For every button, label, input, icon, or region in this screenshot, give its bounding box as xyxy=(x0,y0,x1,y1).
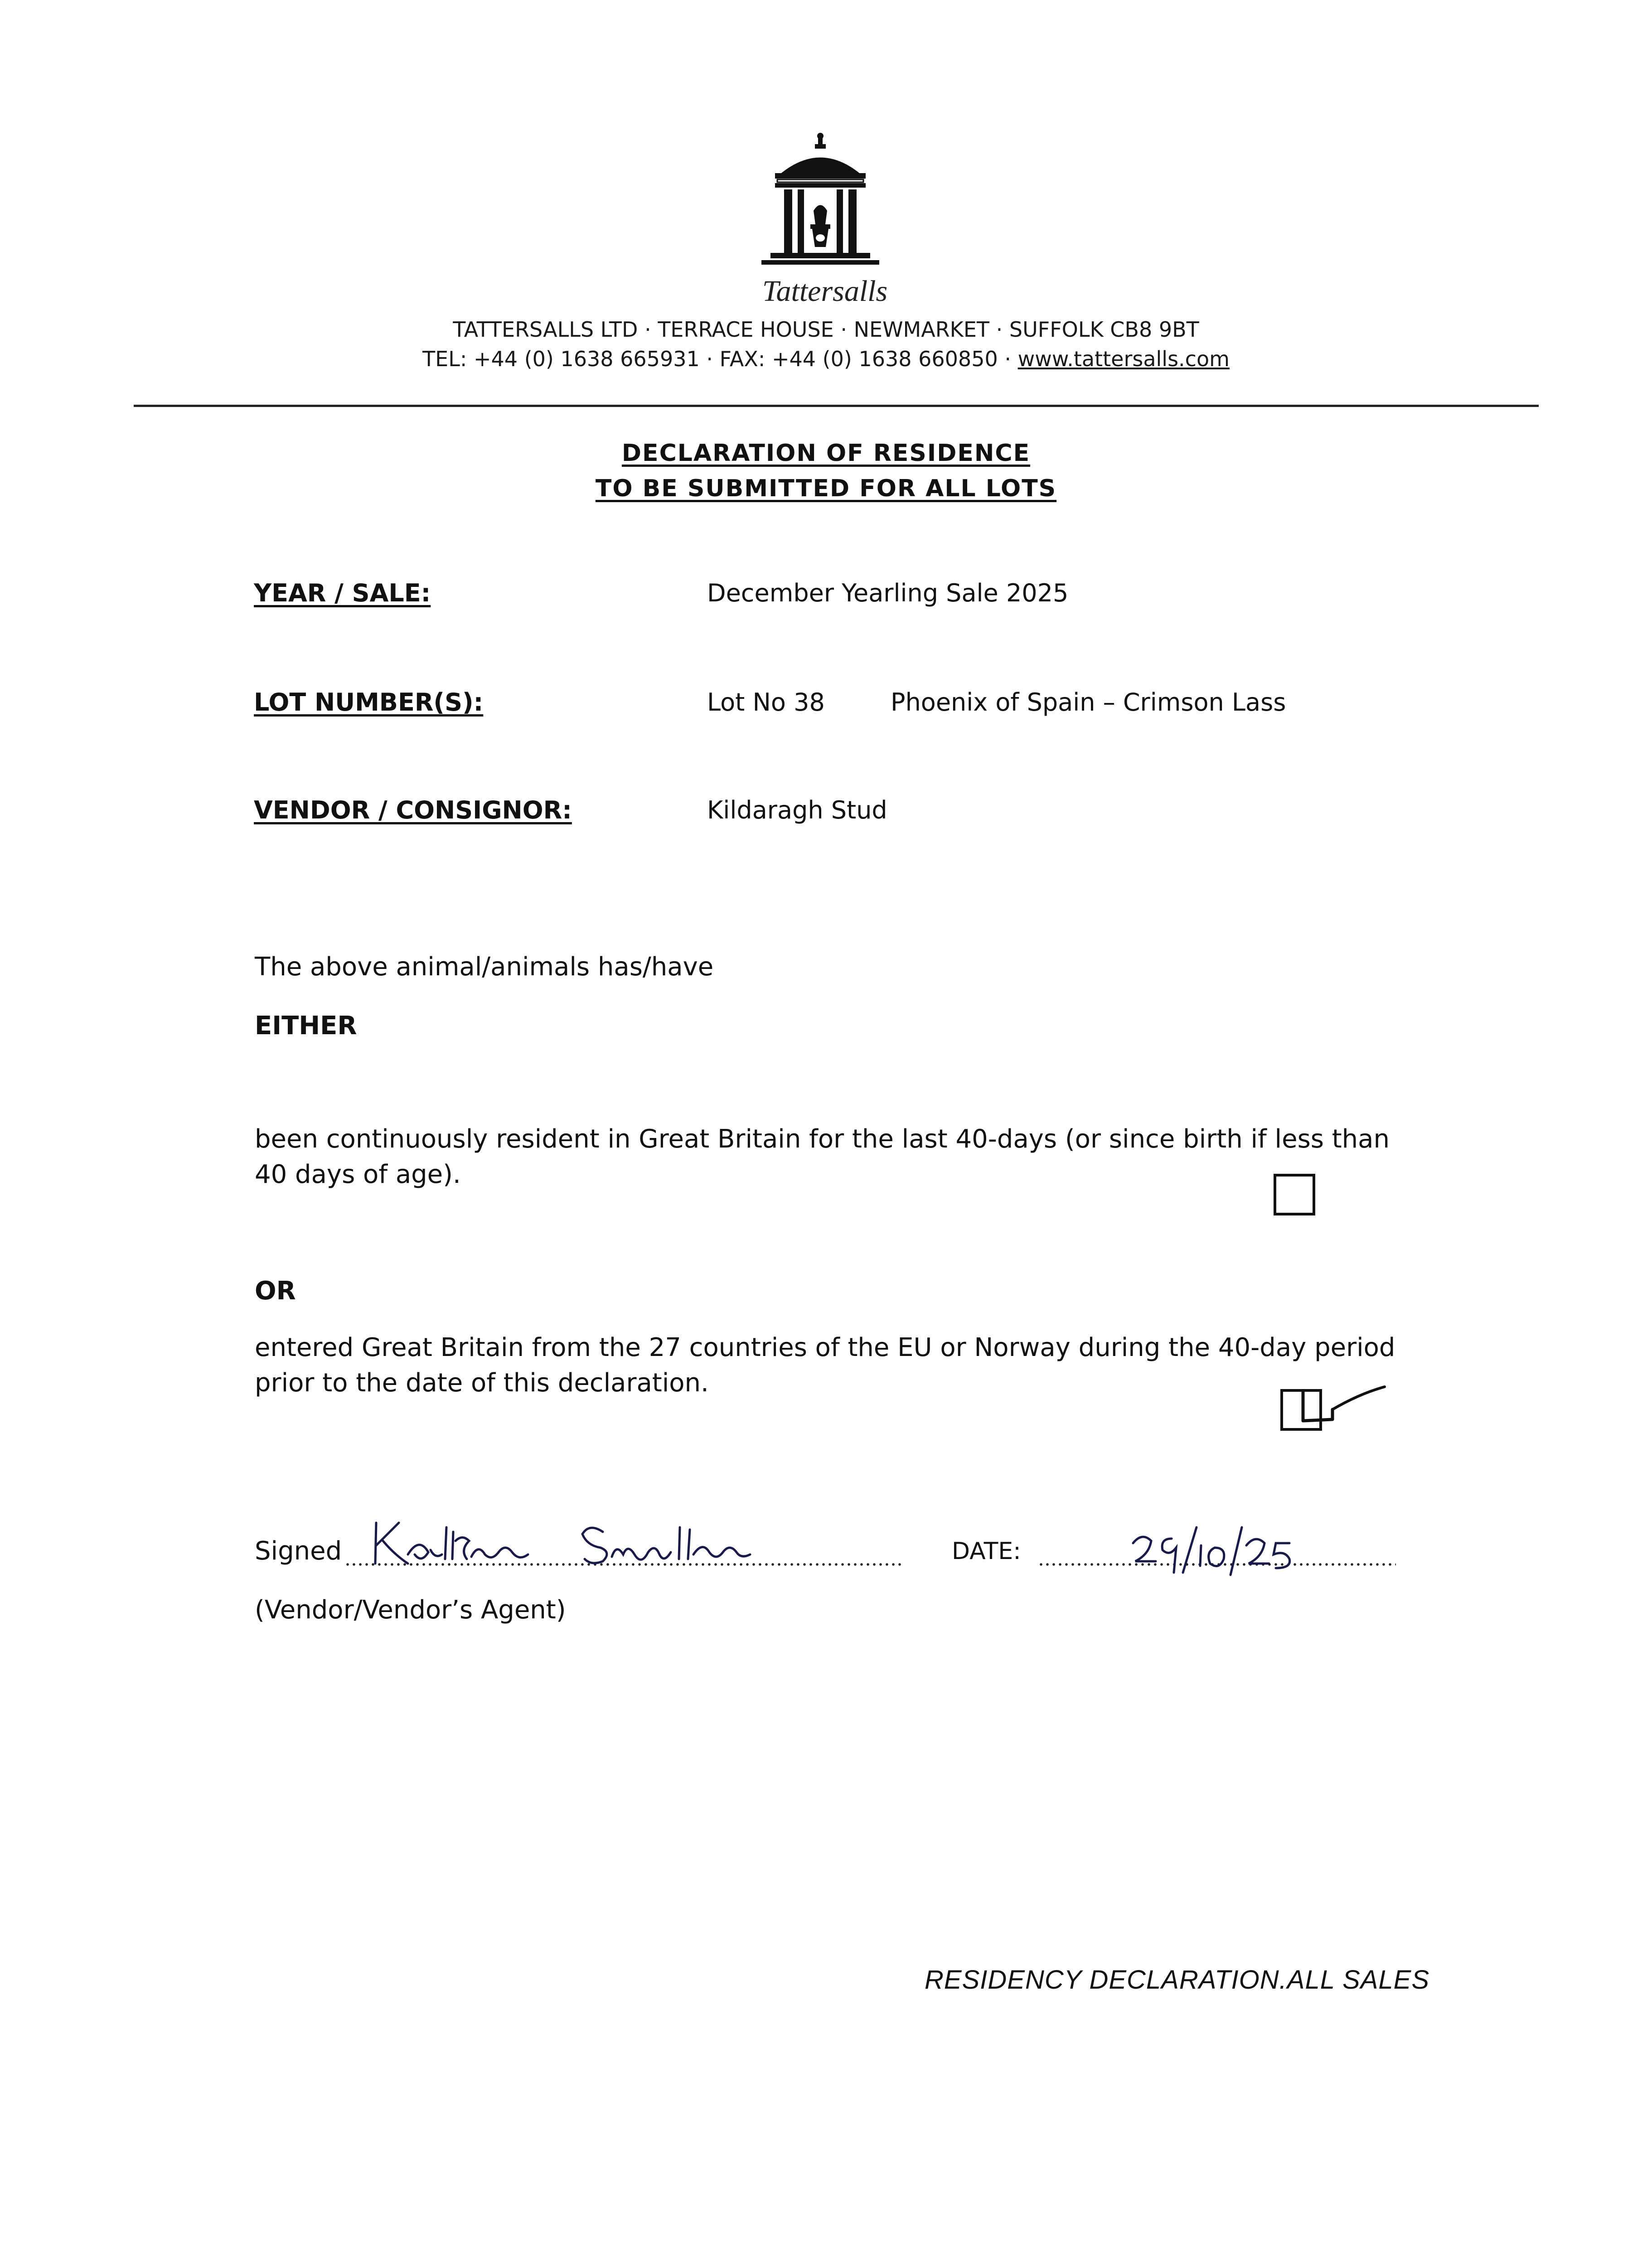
form-reference: RESIDENCY DECLARATION.ALL SALES xyxy=(925,1965,1430,1995)
vendor-consignor-value: Kildaragh Stud xyxy=(707,796,887,824)
document-title: DECLARATION OF RESIDENCE xyxy=(621,440,1031,467)
option1-checkbox[interactable] xyxy=(1274,1174,1315,1215)
or-heading: OR xyxy=(255,1276,296,1306)
year-sale-value: December Yearling Sale 2025 xyxy=(707,579,1069,607)
option2-text: entered Great Britain from the 27 countries of the EU or Norway during the 40-day period prior to the date of this declaration. xyxy=(255,1333,1395,1398)
checkmark-icon xyxy=(1283,1373,1396,1437)
logo-wordmark: Tattersalls xyxy=(762,275,888,308)
company-contact xyxy=(0,347,1652,371)
lot-horse-pedigree: Phoenix of Spain – Crimson Lass xyxy=(891,688,1286,717)
lot-number-value: Lot No 38 xyxy=(707,688,825,717)
lot-number-label: LOT NUMBER(S): xyxy=(254,688,484,717)
tattersalls-monument-logo-icon xyxy=(757,131,884,281)
year-sale-label: YEAR / SALE: xyxy=(254,579,431,607)
signatory-role: (Vendor/Vendor’s Agent) xyxy=(255,1595,566,1625)
signed-label: Signed xyxy=(255,1536,342,1566)
option1-text: been continuously resident in Great Britain for the last 40-days (or since birth if less than 40 days of age). xyxy=(255,1124,1390,1189)
website-link[interactable]: www.tattersalls.com xyxy=(1017,347,1230,371)
either-heading: EITHER xyxy=(255,1011,357,1041)
handwritten-date xyxy=(1129,1518,1319,1577)
date-label: DATE: xyxy=(952,1538,1021,1565)
declaration-intro: The above animal/animals has/have xyxy=(255,952,714,982)
document-subtitle: TO BE SUBMITTED FOR ALL LOTS xyxy=(595,475,1057,502)
header-divider xyxy=(134,405,1539,407)
company-address: TATTERSALLS LTD · TERRACE HOUSE · NEWMARKET · SUFFOLK CB8 9BT xyxy=(453,317,1199,342)
contact-phone-fax: TEL: +44 (0) 1638 665931 · FAX: +44 (0) 1638 660850 · xyxy=(422,347,1018,371)
vendor-consignor-label: VENDOR / CONSIGNOR: xyxy=(254,796,572,824)
handwritten-signature xyxy=(367,1514,811,1577)
